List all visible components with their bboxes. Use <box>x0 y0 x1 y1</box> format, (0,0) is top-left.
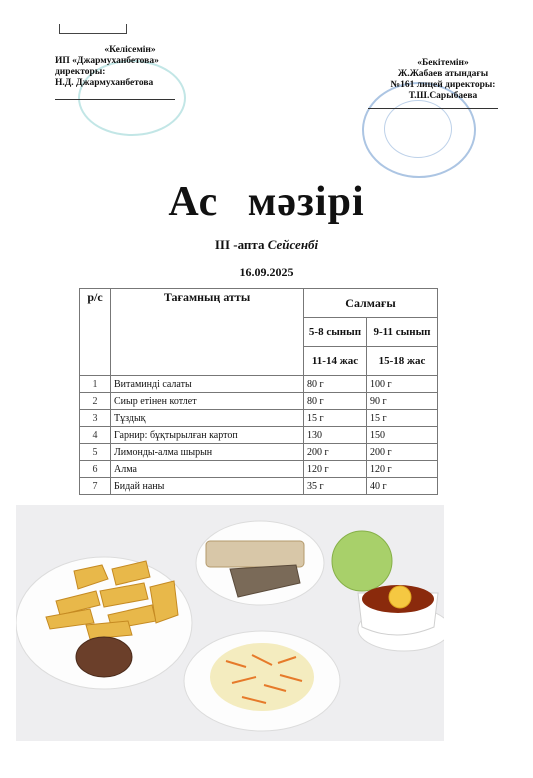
approval-left-line2: ИП «Джармуханбетова» <box>55 56 159 66</box>
approval-left-line3: директоры: <box>55 67 106 77</box>
approval-left <box>55 45 205 89</box>
header-dish-name: Тағамның атты <box>111 289 304 376</box>
salad <box>210 643 314 711</box>
menu-row <box>80 478 438 495</box>
header-number: р/с <box>80 289 111 376</box>
header-grade-a: 5-8 сынып <box>304 318 367 347</box>
row-weight-a: 200 г <box>304 444 367 461</box>
week-day: Сейсенбі <box>267 237 319 252</box>
menu-date: 16.09.2025 <box>239 265 294 279</box>
meal-illustration <box>16 505 444 741</box>
header-weight: Салмағы <box>304 289 438 318</box>
row-number: 4 <box>80 427 111 444</box>
row-dish-name: Витаминді салаты <box>111 376 304 393</box>
approval-right-line1: «Бекітемін» <box>417 58 469 68</box>
approval-right-line4: Т.Ш.Сарыбаева <box>408 91 478 101</box>
menu-row <box>80 393 438 410</box>
header-grade-b: 9-11 сынып <box>367 318 438 347</box>
row-dish-name: Лимонды-алма шырын <box>111 444 304 461</box>
row-weight-a: 120 г <box>304 461 367 478</box>
row-number: 3 <box>80 410 111 427</box>
row-weight-b: 100 г <box>367 376 438 393</box>
white-bread <box>206 541 304 567</box>
menu-table <box>79 288 438 495</box>
row-dish-name: Алма <box>111 461 304 478</box>
row-dish-name: Тұздық <box>111 410 304 427</box>
week-number: III -апта <box>214 237 265 252</box>
cutlet <box>76 637 132 677</box>
menu-row <box>80 410 438 427</box>
menu-row <box>80 376 438 393</box>
row-weight-a: 80 г <box>304 393 367 410</box>
header-age-a: 11-14 жас <box>304 347 367 376</box>
approval-right <box>368 58 518 102</box>
row-dish-name: Сиыр етінен котлет <box>111 393 304 410</box>
row-number: 6 <box>80 461 111 478</box>
approval-left-line1: «Келісемін» <box>104 45 156 55</box>
row-dish-name: Бидай наны <box>111 478 304 495</box>
row-weight-a: 15 г <box>304 410 367 427</box>
approval-right-line2: Ж.Жабаев атындағы <box>397 69 489 79</box>
signature-line-left <box>55 99 175 100</box>
row-number: 7 <box>80 478 111 495</box>
row-weight-a: 80 г <box>304 376 367 393</box>
row-weight-b: 90 г <box>367 393 438 410</box>
row-dish-name: Гарнир: бұқтырылған картоп <box>111 427 304 444</box>
menu-row <box>80 461 438 478</box>
menu-rows <box>80 376 438 495</box>
header-age-b: 15-18 жас <box>367 347 438 376</box>
week-label <box>0 237 533 253</box>
row-number: 2 <box>80 393 111 410</box>
approval-left-line4: Н.Д. Джармуханбетова <box>55 78 154 88</box>
row-weight-a: 130 <box>304 427 367 444</box>
apple <box>332 531 392 591</box>
row-weight-b: 120 г <box>367 461 438 478</box>
row-weight-b: 15 г <box>367 410 438 427</box>
page-title: Ас мәзірі <box>168 179 365 225</box>
header-box <box>59 24 127 34</box>
row-number: 5 <box>80 444 111 461</box>
menu-row <box>80 444 438 461</box>
row-weight-b: 40 г <box>367 478 438 495</box>
signature-line-right <box>368 108 498 109</box>
row-weight-b: 150 <box>367 427 438 444</box>
lemon-slice <box>389 586 411 608</box>
row-weight-a: 35 г <box>304 478 367 495</box>
menu-row <box>80 427 438 444</box>
approval-right-line3: №161 лицей директоры: <box>390 80 496 90</box>
meal-photo <box>16 505 444 741</box>
row-number: 1 <box>80 376 111 393</box>
row-weight-b: 200 г <box>367 444 438 461</box>
